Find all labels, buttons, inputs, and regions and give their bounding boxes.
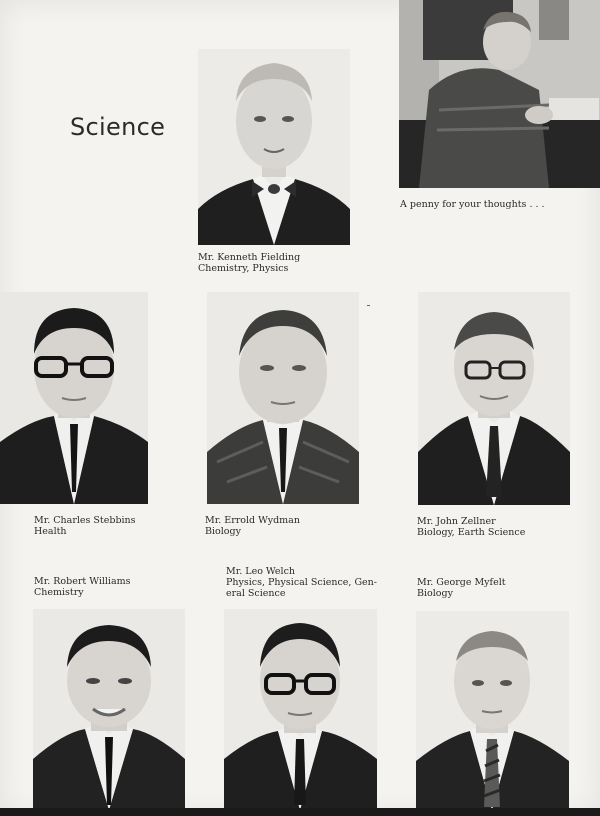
faculty-name: Mr. John Zellner — [417, 516, 496, 527]
caption-robert-williams — [34, 576, 131, 598]
faculty-subjects: Health — [34, 526, 67, 537]
caption-charles-stebbins — [34, 515, 136, 537]
faculty-subjects: Chemistry — [34, 587, 84, 598]
portrait-robert-williams — [33, 609, 185, 810]
caption-errold-wydman — [205, 515, 300, 537]
portrait-errold-wydman — [207, 292, 359, 504]
caption-george-myfelt — [417, 577, 506, 599]
faculty-subjects: Physics, Physical Science, Gen- — [226, 577, 377, 588]
candid-photo-caption: A penny for your thoughts . . . — [400, 199, 545, 210]
caption-john-zellner — [417, 516, 525, 538]
faculty-name: Mr. Leo Welch — [226, 566, 296, 577]
print-mark — [367, 305, 370, 306]
portrait-john-zellner — [418, 292, 570, 505]
portrait-george-myfelt — [416, 611, 569, 810]
faculty-name: Mr. Errold Wydman — [205, 515, 300, 526]
caption-leo-welch — [226, 566, 377, 599]
faculty-subjects-continued: eral Science — [226, 588, 286, 599]
portrait-kenneth-fielding — [198, 49, 350, 245]
faculty-name: Mr. Robert Williams — [34, 576, 131, 587]
caption-kenneth-fielding — [198, 252, 300, 274]
faculty-subjects: Biology, Earth Science — [417, 527, 526, 538]
candid-photo-teacher-at-desk — [399, 0, 600, 188]
faculty-subjects: Biology — [417, 588, 453, 599]
faculty-name: Mr. Kenneth Fielding — [198, 252, 301, 263]
page-bottom-border — [0, 808, 600, 816]
section-title: Science — [70, 113, 166, 141]
faculty-subjects: Chemistry, Physics — [198, 263, 289, 274]
faculty-name: Mr. George Myfelt — [417, 577, 506, 588]
portrait-charles-stebbins — [0, 292, 148, 504]
portrait-leo-welch — [224, 609, 377, 810]
faculty-name: Mr. Charles Stebbins — [34, 515, 136, 526]
faculty-subjects: Biology — [205, 526, 241, 537]
